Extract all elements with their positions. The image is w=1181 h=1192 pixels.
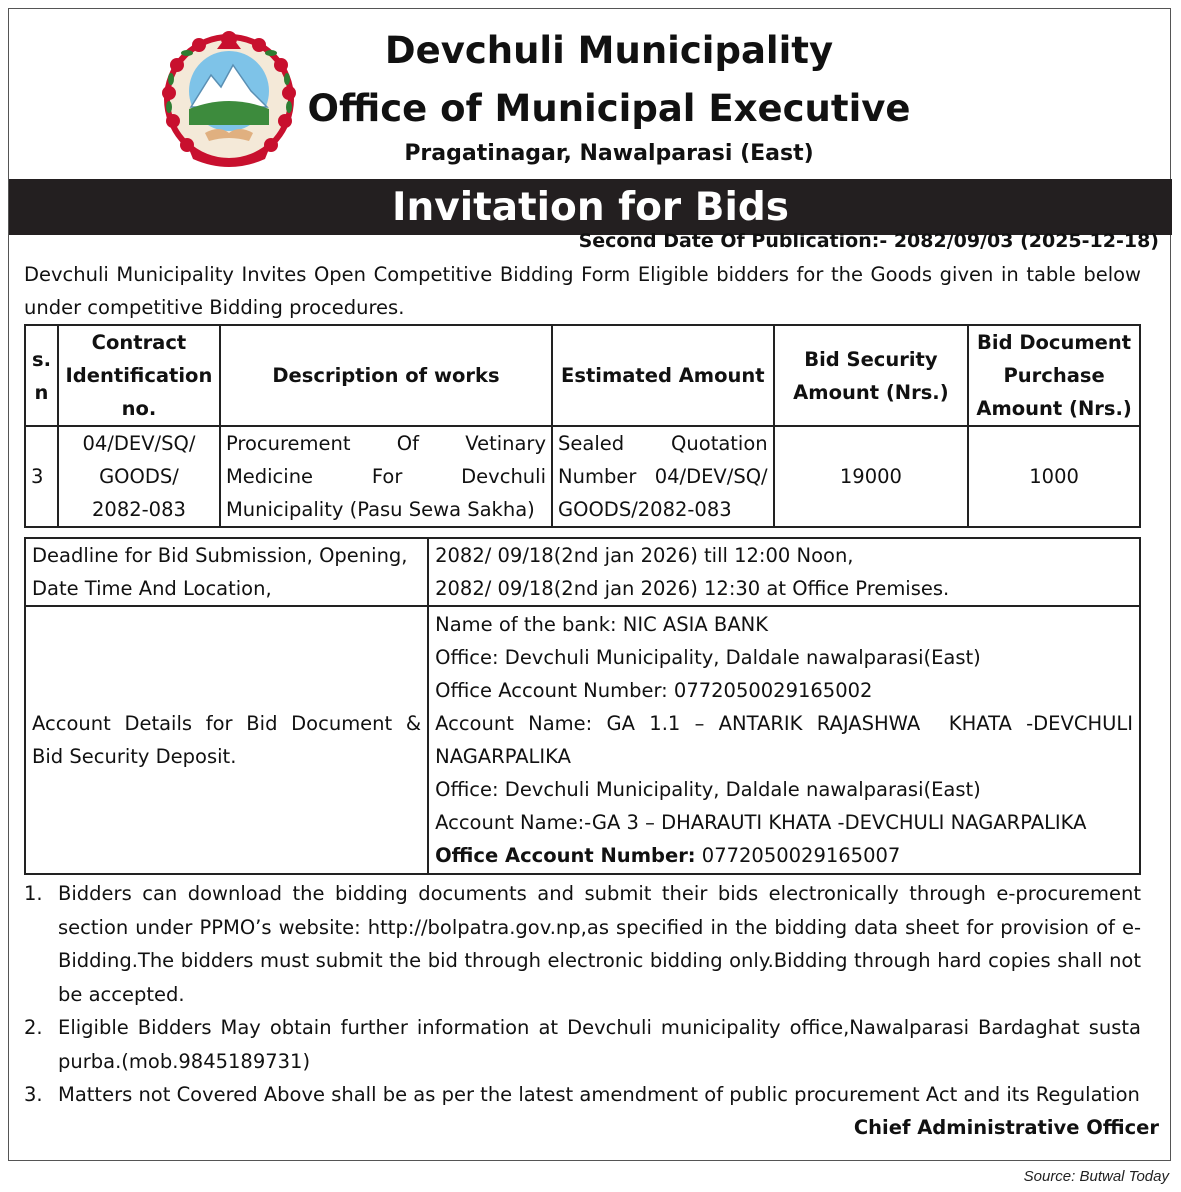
bid-table-header-row [25, 325, 1140, 426]
banner-title: Invitation for Bids [9, 179, 1172, 235]
cell-bid-security: 19000 [774, 426, 969, 527]
cell-description: Procurement Of Vetinary Medicine For Devchuli Municipality (Pasu Sewa Sakha) [220, 426, 552, 527]
header-sn: s. n [25, 325, 58, 426]
notes-list [24, 877, 1141, 1112]
header-bid-security: Bid Security Amount (Nrs.) [774, 325, 969, 426]
account-details: Name of the bank: NIC ASIA BANK Office: Devchuli Municipality, Daldale nawalparasi(East) Office Account Number: 0772050029165002 Account Name: GA 1.1 – ANTARIK RAJASHWA KHATA -DEVCHULI NAGARPALIKA Office: Devchuli Municipality, Daldale nawalparasi(East) Account Name:-GA 3 – DHARAUTI KHATA -DEVCHULI NAGARPALIKA Office Account Number: 0772050029165007 [428, 606, 1140, 874]
table-row [25, 426, 1140, 527]
office-name: Office of Municipal Executive [307, 87, 911, 130]
source-credit: Source: Butwal Today [1023, 1168, 1169, 1185]
notice-header [9, 9, 1172, 181]
nepal-emblem-icon [159, 29, 299, 179]
header-estimated-amount: Estimated Amount [552, 325, 774, 426]
office-address: Pragatinagar, Nawalparasi (East) [404, 141, 814, 166]
list-item: 1. Bidders can download the bidding documents and submit their bids electronically through e-procurement section under PPMO’s website: http://bolpatra.gov.np,as specified in the bidding data sheet for provision of e-Bidding.The bidders must submit the bid through electronic bidding only.Bidding through hard copies shall not be accepted. [24, 882, 1141, 1006]
cell-bid-document: 1000 [968, 426, 1140, 527]
bid-table [24, 324, 1141, 528]
list-item: 3. Matters not Covered Above shall be as per the latest amendment of public procurement Act and its Regulation [24, 1083, 1140, 1106]
account-label: Account Details for Bid Document & Bid Security Deposit. [25, 606, 428, 874]
table-row [25, 538, 1140, 606]
list-item: 2. Eligible Bidders May obtain further information at Devchuli municipality office,Nawalparasi Bardaghat susta purba.(mob.9845189731) [24, 1016, 1141, 1073]
deadline-label: Deadline for Bid Submission, Opening, Date Time And Location, [25, 538, 428, 606]
cell-contract-id: 04/DEV/SQ/ GOODS/ 2082-083 [58, 426, 220, 527]
final-account-number: Office Account Number: 0772050029165007 [435, 844, 901, 867]
table-row [25, 606, 1140, 874]
header-contract-id: Contract Identification no. [58, 325, 220, 426]
details-table [24, 537, 1141, 875]
deadline-value: 2082/ 09/18(2nd jan 2026) till 12:00 Noon, 2082/ 09/18(2nd jan 2026) 12:30 at Office Premises. [428, 538, 1140, 606]
cell-estimated-amount: Sealed Quotation Number 04/DEV/SQ/ GOODS/2082-083 [552, 426, 774, 527]
header-description: Description of works [220, 325, 552, 426]
signoff: Chief Administrative Officer [853, 1116, 1159, 1139]
publication-date: Second Date Of Publication:- 2082/09/03 (2025-12-18) [578, 230, 1159, 252]
intro-paragraph: Devchuli Municipality Invites Open Competitive Bidding Form Eligible bidders for the Goods given in table below under competitive Bidding procedures. [24, 263, 1141, 319]
header-bid-document: Bid Document Purchase Amount (Nrs.) [968, 325, 1140, 426]
municipality-name: Devchuli Municipality [384, 29, 834, 72]
cell-sn: 3 [25, 426, 58, 527]
